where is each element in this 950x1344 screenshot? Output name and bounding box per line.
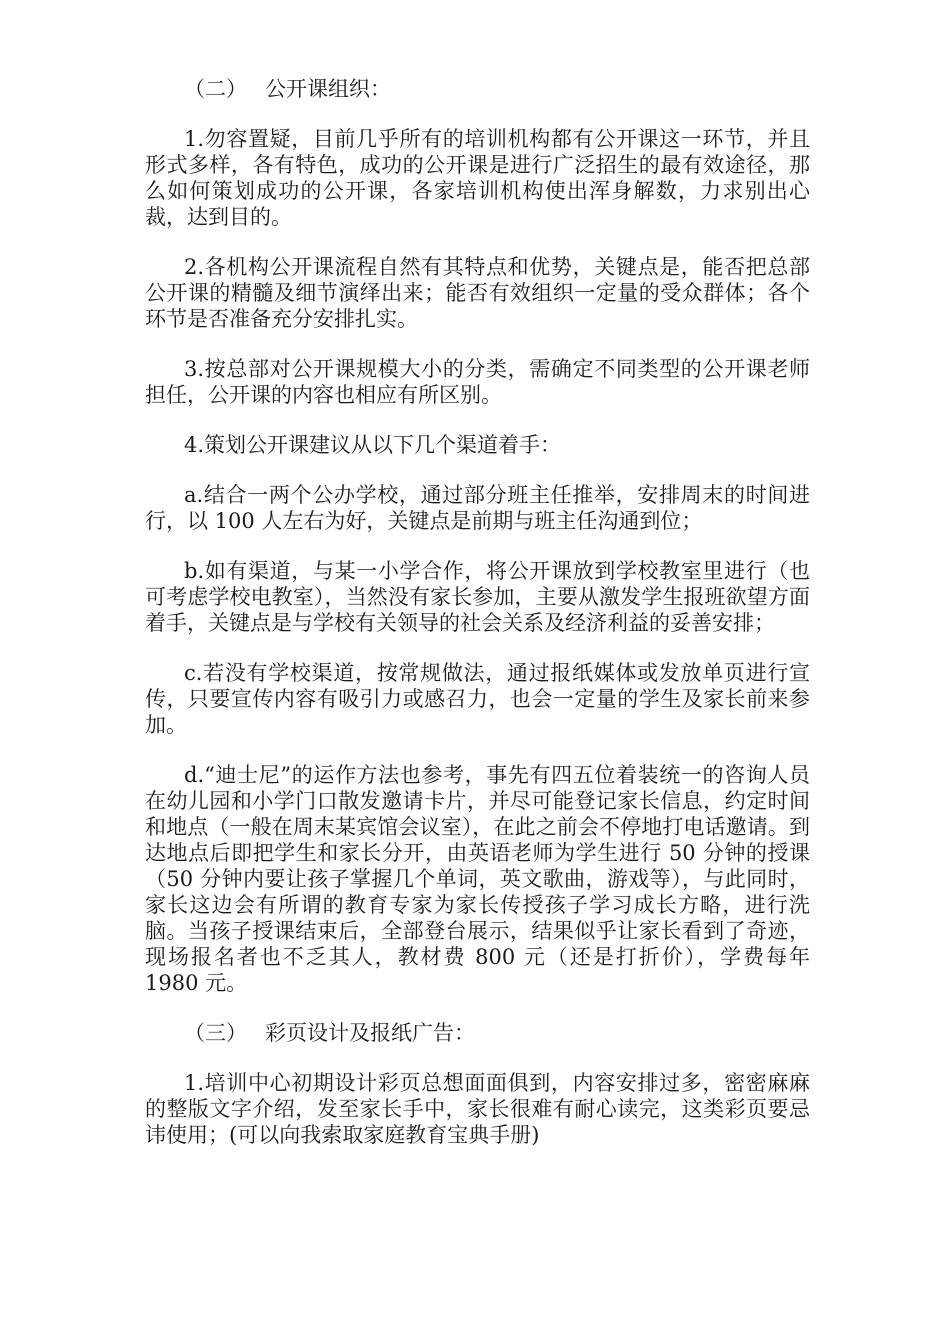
section-title: 公开课组织： [265, 77, 391, 101]
paragraph-2-4d: d.“迪士尼”的运作方法也参考，事先有四五位着装统一的咨询人员在幼儿园和小学门口散发邀请卡片，并尽可能登记家长信息，约定时间和地点（一般在周末某宾馆会议室），在此之前会不停地打电话邀请。到达地点后即把学生和家长分开，由英语老师为学生进行 50 分钟的授课（50 分钟内要让孩子掌握几个单词，英文歌曲，游戏等），与此同时，家长这边会有所谓的教育专家为家长传授孩子学习成长方略，进行洗脑。当孩子授课结束后，全部登台展示，结果似乎让家长看到了奇迹，现场报名者也不乏其人，教材费 800 元（还是打折价），学费每年 1980 元。 [145, 763, 810, 995]
section-number: （三） [184, 1021, 247, 1045]
paragraph-3-1: 1.培训中心初期设计彩页总想面面俱到，内容安排过多，密密麻麻的整版文字介绍，发至家长手中，家长很难有耐心读完，这类彩页要忌讳使用；(可以向我索取家庭教育宝典手册) [145, 1071, 810, 1147]
paragraph-2-4a: a.结合一两个公办学校，通过部分班主任推举，安排周末的时间进行，以 100 人左右为好，关键点是前期与班主任沟通到位； [145, 483, 810, 533]
document-page [145, 76, 810, 1172]
paragraph-2-3: 3.按总部对公开课规模大小的分类，需确定不同类型的公开课老师担任，公开课的内容也相应有所区别。 [145, 357, 810, 407]
section-heading-3 [145, 1020, 810, 1046]
section-heading-2 [145, 76, 810, 102]
paragraph-2-4b: b.如有渠道，与某一小学合作，将公开课放到学校教室里进行（也可考虑学校电教室），当然没有家长参加，主要从激发学生报班欲望方面着手，关键点是与学校有关领导的社会关系及经济利益的妥善安排； [145, 559, 810, 635]
section-title: 彩页设计及报纸广告： [265, 1021, 475, 1045]
paragraph-2-1: 1.勿容置疑，目前几乎所有的培训机构都有公开课这一环节，并且形式多样，各有特色，成功的公开课是进行广泛招生的最有效途径，那么如何策划成功的公开课，各家培训机构使出浑身解数，力求别出心裁，达到目的。 [145, 127, 810, 229]
section-number: （二） [184, 77, 247, 101]
paragraph-2-4c: c.若没有学校渠道，按常规做法，通过报纸媒体或发放单页进行宣传，只要宣传内容有吸引力或感召力，也会一定量的学生及家长前来参加。 [145, 661, 810, 737]
paragraph-2-2: 2.各机构公开课流程自然有其特点和优势，关键点是，能否把总部公开课的精髓及细节演绎出来；能否有效组织一定量的受众群体；各个环节是否准备充分安排扎实。 [145, 255, 810, 331]
paragraph-2-4: 4.策划公开课建议从以下几个渠道着手： [184, 433, 562, 457]
